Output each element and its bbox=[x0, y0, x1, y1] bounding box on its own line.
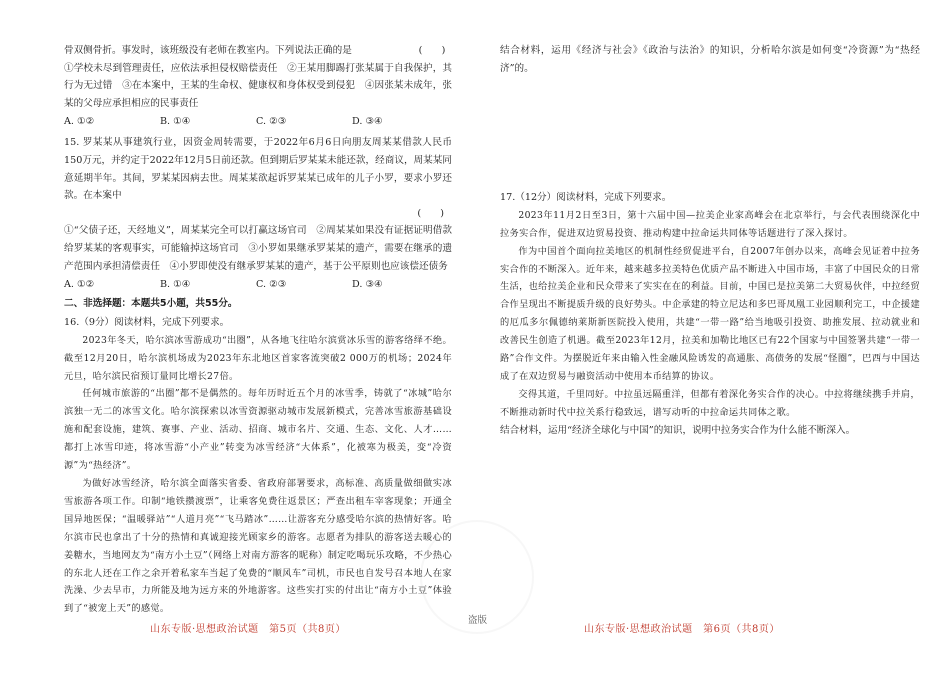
q17-material-p2: 作为中国首个面向拉美地区的机制性经贸促进平台，自2007年创办以来，高峰会见证着中拉务实合作的不断深入。近年来，越来越多拉美特色优质产品不断进入中国市场，丰富了中国民众的日常生活，也给拉美企业和民众带来了实实在在的利益。目前，中国已是拉美第二大贸易伙伴，中拉经贸合作呈现出不断提质升级的良好势头。中企承建的特立尼达和多巴哥凤凰工业园顺利完工，中企援建的厄瓜多尔佩德纳莱斯新医院投入使用，共建“一带一路”给当地吸引投资、助推发展、拉动就业和改善民生创造了机遇。截至2023年12月，拉美和加勒比地区已有22个国家与中国签署共建“一带一路”合作文件。为摆脱近年来由输入性金融风险诱发的高通胀、高债务的发展“怪圈”，巴西与中国达成了在双边贸易与融资活动中使用本币结算的协议。 bbox=[500, 245, 920, 382]
q14-options bbox=[64, 112, 452, 131]
q14-option-d[interactable]: D. ③④ bbox=[352, 116, 383, 128]
q14-option-b[interactable]: B. ①④ bbox=[160, 116, 191, 128]
q17-material-p1: 2023年11月2日至3日，第十六届中国—拉美企业家高峰会在北京举行，与会代表围绕深化中拉务实合作，促进双边贸易投资、推动构建中拉命运共同体等话题进行了深入探讨。 bbox=[500, 209, 920, 239]
q16-material-p1: 2023年冬天，哈尔滨冰雪游成功“出圈”，从各地飞往哈尔滨赏冰乐雪的游客络绎不绝。截至12月20日，哈尔滨机场成为2023年东北地区首家客流突破2 000万的机场；2024年元旦，哈尔滨民宿预订量同比增长27倍。 bbox=[64, 334, 452, 382]
q14-statements: ①学校未尽到管理责任，应依法承担侵权赔偿责任 ②王某用脚踢打张某属于自我保护，其行为无过错 ③在本案中，王某的生命权、健康权和身体权受到侵犯 ④因张某未成年，张某的父母应承担相应的民事责任 bbox=[64, 62, 452, 109]
q15-statements: ①“父债子还，天经地义”，周某某完全可以打赢这场官司 ②周某某如果没有证据证明借款给罗某某的客观事实，可能输掉这场官司 ③小罗如果继承罗某某的遗产，需要在继承的遗产范围内承担清偿责任 ④小罗即使没有继承罗某某的遗产，基于公平原则也应该偿还债务 bbox=[64, 225, 452, 272]
q14-option-a[interactable]: A. ①② bbox=[64, 116, 95, 128]
q14-answer-paren: ( ) bbox=[418, 45, 446, 56]
q16-material-p2: 任何城市旅游的“出圈”都不是偶然的。每年历时近五个月的冰雪季，铸就了“冰城”哈尔滨独一无二的冰雪文化。哈尔滨探索以冰雪资源驱动城市发展新模式，完善冰雪旅游基础设施和配套设施，建筑、赛事、产业、活动、招商、城市名片、交通、生态、文化、人才……都打上冰雪印迹，将冰雪游“小产业”转变为冰雪经济“大体系”，化被寒为极美，变“冷资源”为“热经济”。 bbox=[64, 388, 452, 472]
q15-option-a[interactable]: A. ①② bbox=[64, 279, 95, 291]
q15-options bbox=[64, 275, 452, 294]
q15-option-b[interactable]: B. ①④ bbox=[160, 279, 191, 291]
footer-page-6: 山东专版·思想政治试题 第6页（共8页） bbox=[584, 624, 780, 635]
footer-page-5: 山东专版·思想政治试题 第5页（共8页） bbox=[150, 624, 346, 635]
q14-option-c[interactable]: C. ②③ bbox=[256, 116, 287, 128]
q15-option-d[interactable]: D. ③④ bbox=[352, 279, 383, 291]
q16-material-p3: 为做好冰雪经济，哈尔滨全面落实省委、省政府部署要求，高标准、高质量做细做实冰雪旅游各项工作。印制“地铁攒渡票”，让乘客免费往返景区；严查出租车宰客现象；开通全国异地医保；“温暖驿站”“人道月亮”“飞马踏冰”……让游客充分感受哈尔滨的热情好客。哈尔滨市民也拿出了十分的热情和真诚迎接光顾家乡的游客。志愿者为排队的游客送去暖心的姜糖水，当地网友为“南方小土豆”（网络上对南方游客的昵称）制定吃喝玩乐攻略，不少热心的东北人还在工作之余开着私家车当起了免费的“顺风车”司机，市民也自发号召本地人在家洗澡、少去早市，力所能及地为远方来的外地游客。这些实打实的付出让“南方小土豆”体验到了“被宠上天”的感觉。 bbox=[64, 477, 452, 615]
q15-answer-paren: ( ) bbox=[417, 207, 444, 219]
q14-stem: 骨双侧骨折。事发时，该班级没有老师在教室内。下列说法正确的是 bbox=[64, 45, 352, 56]
q14-stem-row bbox=[64, 42, 452, 60]
q16-heading: 16.（9分）阅读材料，完成下列要求。 bbox=[64, 317, 230, 329]
q16-requirement: 结合材料，运用《经济与社会》《政治与法治》的知识，分析哈尔滨是如何变“冷资源”为“热经济”的。 bbox=[500, 45, 920, 74]
q15-option-c[interactable]: C. ②③ bbox=[256, 279, 287, 291]
q15-stem: 15. 罗某某从事建筑行业，因资金周转需要，于2022年6月6日向朋友周某某借款人民币150万元，并约定于2022年12月5日前还款。但到期后罗某某未能还款，经商议，周某某同意延期半年。其间，罗某某因病去世。周某某欲起诉罗某某已成年的儿子小罗，要求小罗还款。在本案中 bbox=[64, 137, 452, 202]
q17-requirement: 结合材料，运用“经济全球化与中国”的知识，说明中拉务实合作为什么能不断深入。 bbox=[500, 424, 856, 436]
q17-heading: 17.（12分）阅读材料，完成下列要求。 bbox=[500, 192, 672, 204]
answer-space bbox=[500, 77, 920, 189]
q17-material-p3: 交得其道，千里同好。中拉虽远隔重洋，但都有着深化务实合作的决心。中拉将继续携手并肩，不断推动新时代中拉关系行稳致远，谱写动听的中拉命运共同体之歌。 bbox=[500, 388, 920, 418]
right-page bbox=[478, 0, 950, 673]
section-2-heading: 二、非选择题：本题共5小题，共55分。 bbox=[64, 298, 238, 310]
center-mark: 盗版 bbox=[468, 615, 488, 626]
left-page bbox=[0, 0, 470, 673]
